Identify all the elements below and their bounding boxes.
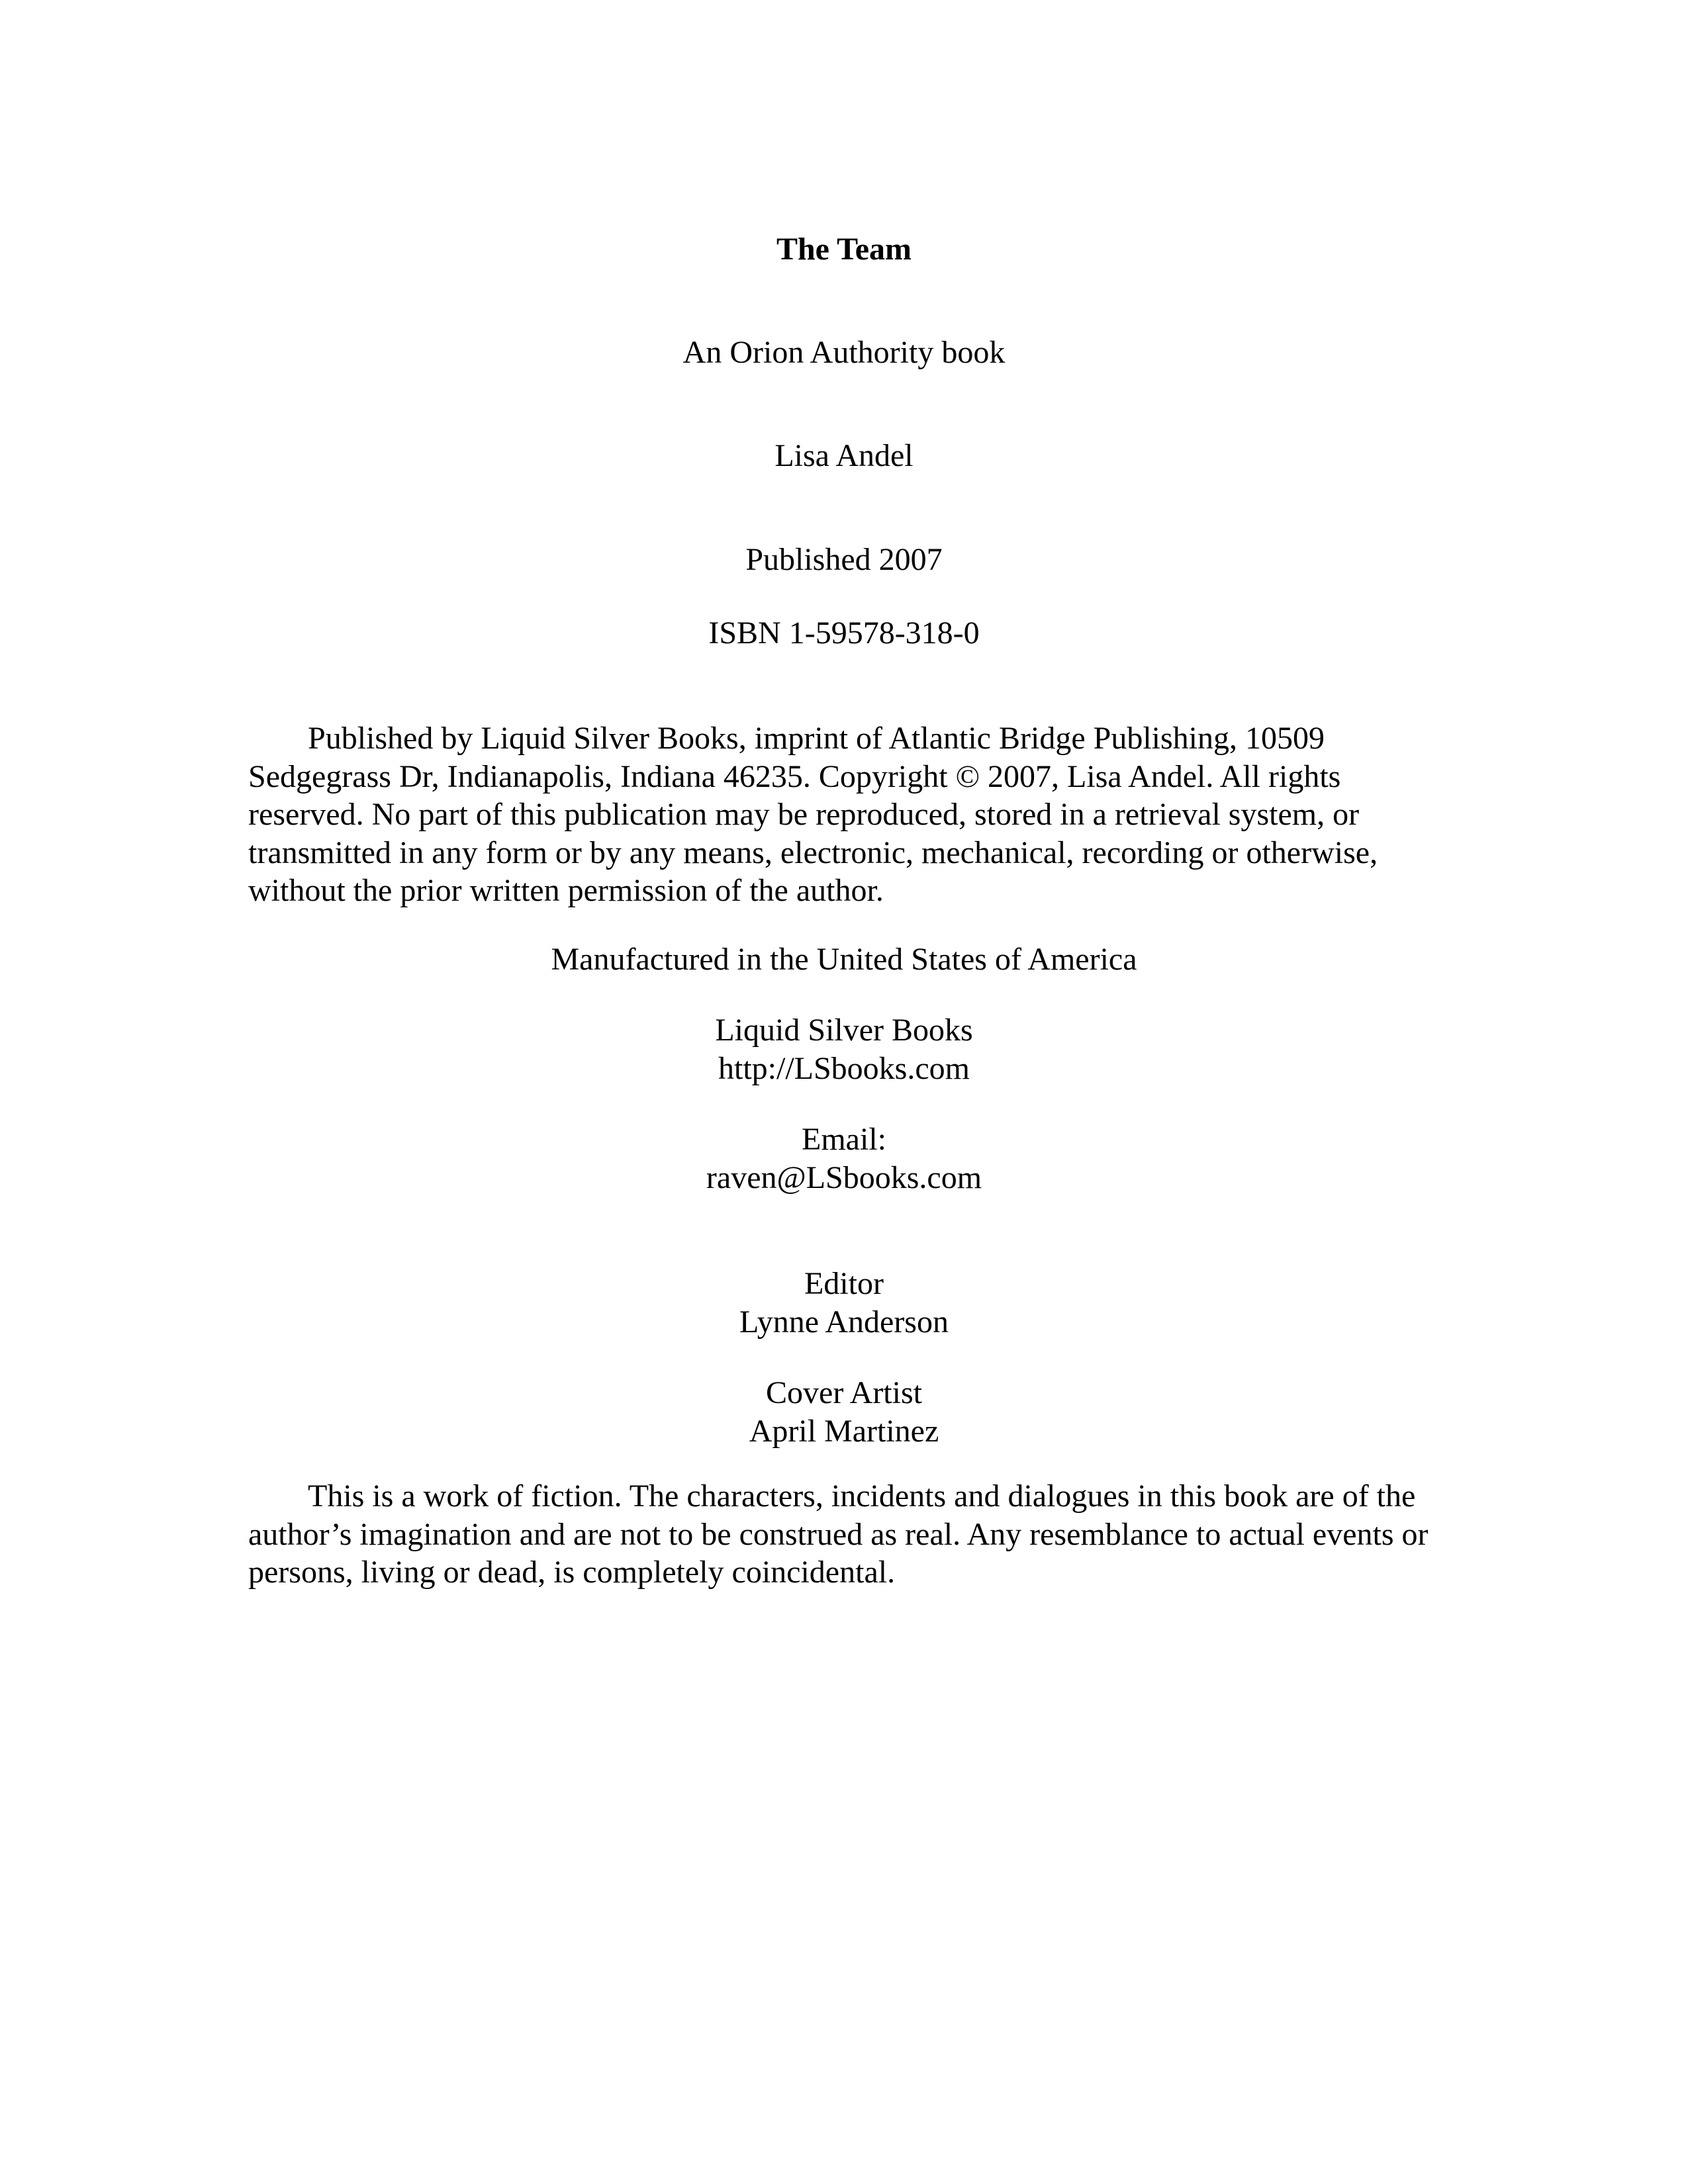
cover-artist-block bbox=[0, 1374, 1688, 1451]
manufactured-line: Manufactured in the United States of America bbox=[551, 942, 1137, 977]
email-block bbox=[0, 1120, 1688, 1197]
publisher-block bbox=[0, 1011, 1688, 1088]
email-label: Email: bbox=[802, 1122, 886, 1157]
author-name: Lisa Andel bbox=[774, 438, 914, 473]
published-year: Published 2007 bbox=[745, 542, 943, 577]
publisher-url[interactable]: http://LSbooks.com bbox=[718, 1051, 970, 1086]
copyright-paragraph: Published by Liquid Silver Books, imprint of Atlantic Bridge Publishing, 10509 Sedgegrass Dr, Indianapolis, Indiana 46235. Copyright © 2007, Lisa Andel. All rights reserved. No part of this publication may be reproduced, stored in a retrieval system, or transmitted in any form or by any means, electronic, mechanical, recording or otherwise, without the prior written permission of the author. bbox=[248, 721, 1378, 908]
cover-artist-name: April Martinez bbox=[749, 1414, 939, 1449]
editor-block bbox=[0, 1265, 1688, 1342]
fiction-disclaimer: This is a work of fiction. The characters, incidents and dialogues in this book are of the author’s imagination and are not to be construed as real. Any resemblance to actual events or persons, living or dead, is completely coincidental. bbox=[248, 1479, 1429, 1590]
book-title: The Team bbox=[776, 232, 912, 267]
cover-artist-label: Cover Artist bbox=[766, 1375, 922, 1410]
editor-label: Editor bbox=[804, 1266, 884, 1301]
series-line: An Orion Authority book bbox=[682, 335, 1006, 370]
email-address[interactable]: raven@LSbooks.com bbox=[706, 1160, 982, 1195]
publisher-name: Liquid Silver Books bbox=[715, 1013, 973, 1048]
editor-name: Lynne Anderson bbox=[739, 1304, 949, 1340]
isbn: ISBN 1-59578-318-0 bbox=[708, 615, 980, 651]
